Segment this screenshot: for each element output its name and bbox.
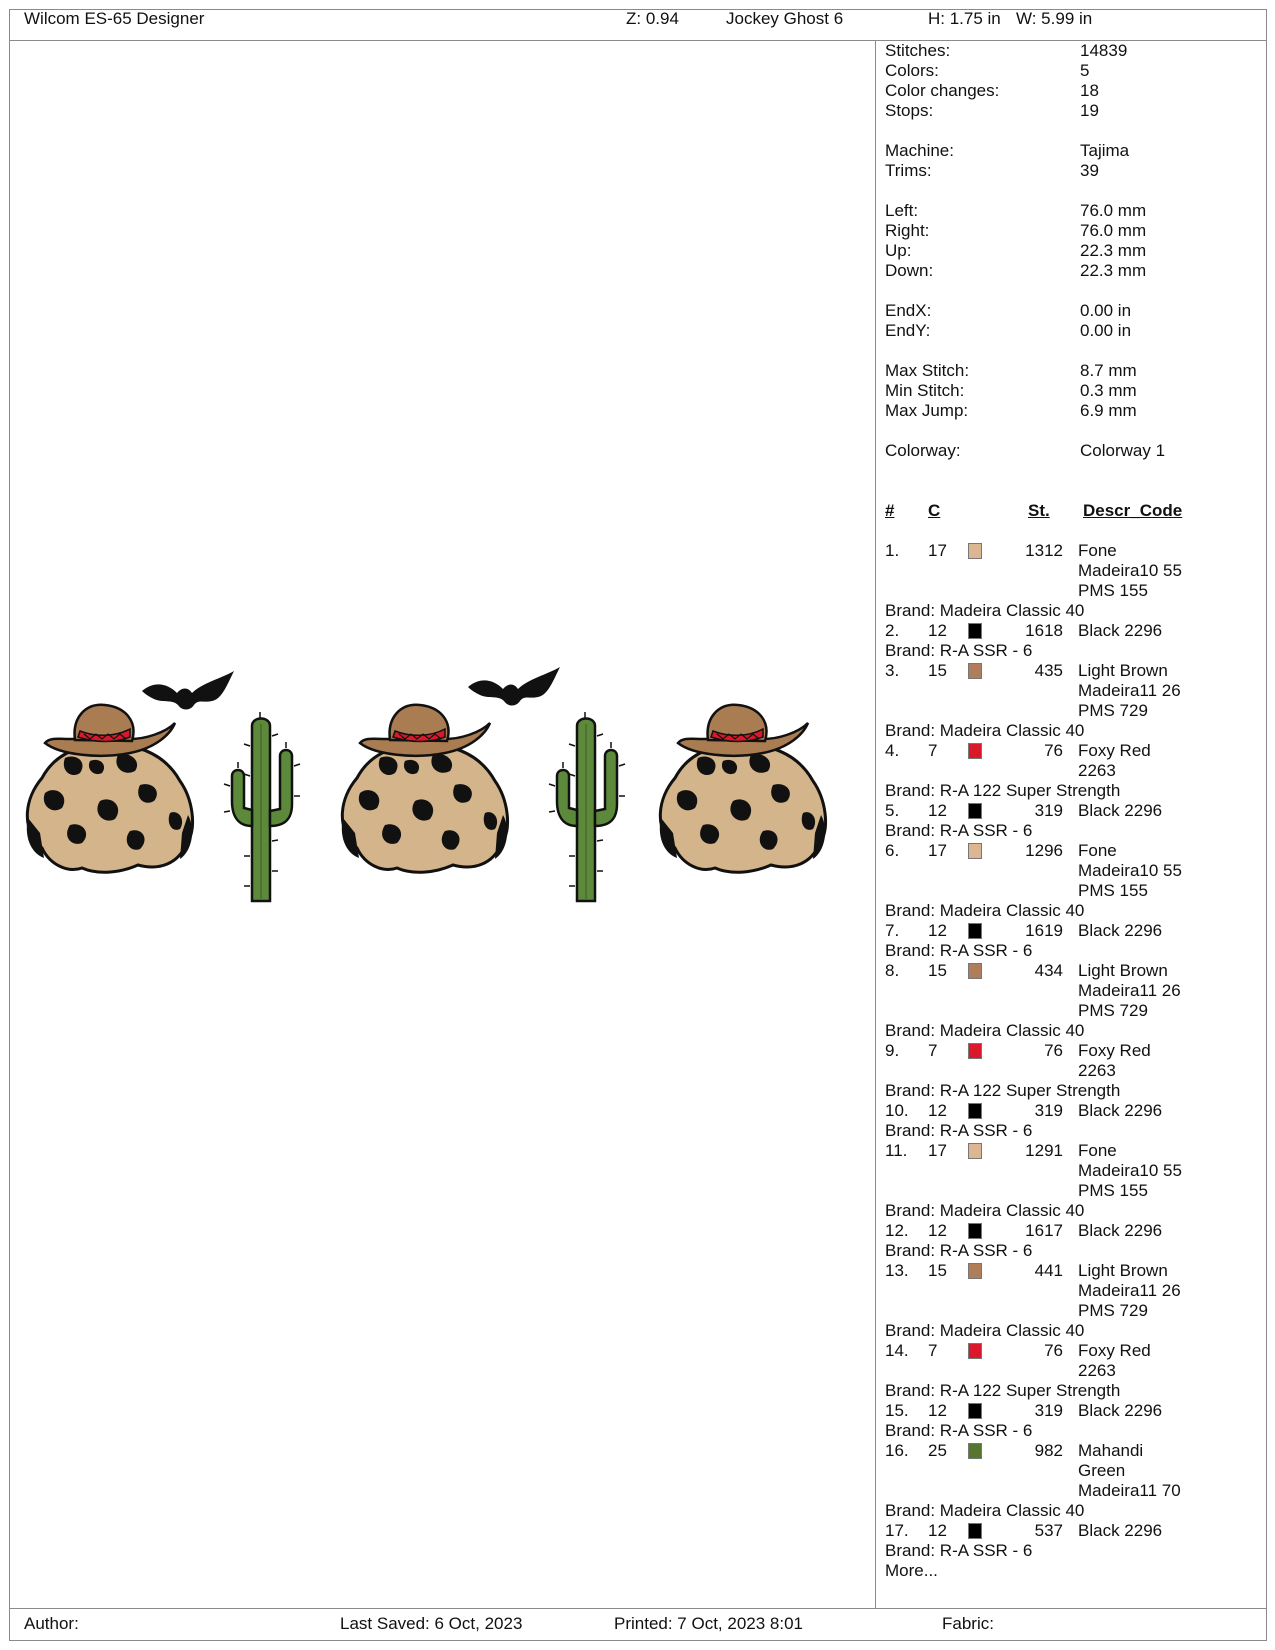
color-row-stitches: 76 bbox=[1044, 1041, 1063, 1060]
bat-motif-2 bbox=[468, 667, 560, 706]
stat-label: Color changes: bbox=[885, 81, 1000, 100]
design-name: Jockey Ghost 6 bbox=[726, 9, 844, 28]
stat-value: 19 bbox=[1080, 101, 1099, 120]
color-row-number: 8. bbox=[885, 961, 900, 980]
footer-last-saved: Last Saved: 6 Oct, 2023 bbox=[340, 1614, 523, 1633]
color-row-brand: Brand: R-A SSR - 6 bbox=[885, 641, 1033, 660]
color-row-description: Black 2296 bbox=[1078, 1521, 1163, 1540]
color-row-number: 10. bbox=[885, 1101, 909, 1120]
color-row-number: 7. bbox=[885, 921, 900, 940]
color-row-brand: Brand: R-A SSR - 6 bbox=[885, 1121, 1033, 1140]
color-swatch bbox=[968, 743, 982, 759]
color-row-brand: Brand: R-A SSR - 6 bbox=[885, 1241, 1033, 1260]
color-row-description: Madeira11 26 bbox=[1078, 981, 1181, 1000]
stat-value: Tajima bbox=[1080, 141, 1130, 160]
stat-value: 14839 bbox=[1080, 41, 1128, 60]
color-row-code: 15 bbox=[928, 961, 947, 980]
design-height: H: 1.75 in bbox=[928, 9, 1001, 28]
design-canvas bbox=[10, 41, 874, 1607]
color-row-number: 15. bbox=[885, 1401, 909, 1420]
stat-label: Stops: bbox=[885, 101, 934, 120]
color-swatch bbox=[968, 843, 982, 859]
col-header-num: # bbox=[885, 501, 895, 520]
color-row-stitches: 434 bbox=[1034, 961, 1063, 980]
color-row-description: Black 2296 bbox=[1078, 1401, 1163, 1420]
color-row-brand: Brand: R-A SSR - 6 bbox=[885, 941, 1033, 960]
color-row-stitches: 435 bbox=[1034, 661, 1063, 680]
color-row-code: 12 bbox=[928, 1521, 947, 1540]
bat-motif-1 bbox=[142, 671, 234, 710]
color-row-code: 12 bbox=[928, 801, 947, 820]
color-row-description: Black 2296 bbox=[1078, 801, 1163, 820]
stat-value: 22.3 mm bbox=[1080, 241, 1147, 260]
color-row-description: Madeira11 26 bbox=[1078, 1281, 1181, 1300]
color-row-number: 9. bbox=[885, 1041, 900, 1060]
stat-label: Stitches: bbox=[885, 41, 951, 60]
color-row-code: 15 bbox=[928, 1261, 947, 1280]
color-row-description: Black 2296 bbox=[1078, 921, 1163, 940]
design-width: W: 5.99 in bbox=[1016, 9, 1093, 28]
stat-label: Min Stitch: bbox=[885, 381, 965, 400]
color-swatch bbox=[968, 803, 982, 819]
color-row-brand: Brand: R-A 122 Super Strength bbox=[885, 781, 1121, 800]
stat-label: Down: bbox=[885, 261, 934, 280]
color-swatch bbox=[968, 1523, 982, 1539]
color-row-code: 17 bbox=[928, 841, 947, 860]
color-row-number: 11. bbox=[885, 1141, 908, 1160]
color-row-code: 12 bbox=[928, 1101, 947, 1120]
ghost-motif-1 bbox=[27, 705, 193, 872]
color-row-code: 25 bbox=[928, 1441, 947, 1460]
color-row-stitches: 441 bbox=[1034, 1261, 1063, 1280]
color-swatch bbox=[968, 1263, 982, 1279]
color-row-code: 12 bbox=[928, 1401, 947, 1420]
stat-value: 22.3 mm bbox=[1080, 261, 1147, 280]
color-swatch bbox=[968, 663, 982, 679]
footer-divider bbox=[9, 1608, 1267, 1609]
color-row-brand: Brand: R-A SSR - 6 bbox=[885, 1421, 1033, 1440]
color-row-number: 12. bbox=[885, 1221, 909, 1240]
stat-value: 8.7 mm bbox=[1080, 361, 1137, 380]
stat-value: 0.00 in bbox=[1080, 301, 1132, 320]
color-swatch bbox=[968, 1443, 982, 1459]
color-row-code: 12 bbox=[928, 621, 947, 640]
cactus-motif-2 bbox=[549, 712, 625, 901]
stat-label: Up: bbox=[885, 241, 912, 260]
color-row-stitches: 1296 bbox=[1025, 841, 1063, 860]
color-row-brand: Brand: Madeira Classic 40 bbox=[885, 901, 1085, 920]
color-row-description: Light Brown bbox=[1078, 1261, 1168, 1280]
stat-value: 0.00 in bbox=[1080, 321, 1132, 340]
app-title: Wilcom ES-65 Designer bbox=[24, 9, 205, 28]
color-row-code: 15 bbox=[928, 661, 947, 680]
stat-value: 6.9 mm bbox=[1080, 401, 1137, 420]
color-row-description: Black 2296 bbox=[1078, 1221, 1163, 1240]
color-row-description: PMS 155 bbox=[1078, 881, 1148, 900]
color-swatch bbox=[968, 963, 982, 979]
stat-value: 5 bbox=[1080, 61, 1090, 80]
color-row-number: 17. bbox=[885, 1521, 909, 1540]
color-swatch bbox=[968, 623, 982, 639]
color-row-description: Fone bbox=[1078, 541, 1117, 560]
stat-value: Colorway 1 bbox=[1080, 441, 1166, 460]
color-row-description: 2263 bbox=[1078, 1361, 1116, 1380]
color-row-brand: Brand: R-A 122 Super Strength bbox=[885, 1081, 1121, 1100]
stat-value: 18 bbox=[1080, 81, 1099, 100]
color-row-description: Fone bbox=[1078, 841, 1117, 860]
color-row-number: 5. bbox=[885, 801, 900, 820]
color-row-stitches: 1291 bbox=[1025, 1141, 1063, 1160]
ghost-motif-2 bbox=[342, 705, 508, 872]
stat-label: EndX: bbox=[885, 301, 932, 320]
cactus-motif-1 bbox=[224, 712, 300, 901]
color-row-code: 17 bbox=[928, 1141, 947, 1160]
color-row-brand: Brand: Madeira Classic 40 bbox=[885, 1201, 1085, 1220]
footer-fabric: Fabric: bbox=[942, 1614, 994, 1633]
color-row-description: Light Brown bbox=[1078, 661, 1168, 680]
footer-author: Author: bbox=[24, 1614, 79, 1633]
color-row-brand: Brand: Madeira Classic 40 bbox=[885, 1321, 1085, 1340]
color-row-description: Foxy Red bbox=[1078, 1341, 1151, 1360]
color-row-stitches: 319 bbox=[1034, 801, 1063, 820]
color-row-number: 6. bbox=[885, 841, 900, 860]
color-row-description: Madeira10 55 bbox=[1078, 861, 1182, 880]
stat-label: Colorway: bbox=[885, 441, 961, 460]
stat-label: Right: bbox=[885, 221, 930, 240]
color-row-description: PMS 729 bbox=[1078, 1301, 1148, 1320]
stat-value: 76.0 mm bbox=[1080, 221, 1147, 240]
color-row-stitches: 319 bbox=[1034, 1101, 1063, 1120]
zoom-level: Z: 0.94 bbox=[626, 9, 679, 28]
color-row-number: 4. bbox=[885, 741, 900, 760]
stat-value: 0.3 mm bbox=[1080, 381, 1137, 400]
color-row-description: Foxy Red bbox=[1078, 741, 1151, 760]
color-row-stitches: 1618 bbox=[1025, 621, 1063, 640]
color-row-number: 14. bbox=[885, 1341, 909, 1360]
color-row-description: 2263 bbox=[1078, 1061, 1116, 1080]
color-row-description: Black 2296 bbox=[1078, 1101, 1163, 1120]
color-row-brand: Brand: R-A 122 Super Strength bbox=[885, 1381, 1121, 1400]
color-row-brand: Brand: Madeira Classic 40 bbox=[885, 1501, 1085, 1520]
color-swatch bbox=[968, 1343, 982, 1359]
color-row-number: 1. bbox=[885, 541, 900, 560]
color-row-number: 2. bbox=[885, 621, 900, 640]
color-row-stitches: 1619 bbox=[1025, 921, 1063, 940]
color-row-stitches: 76 bbox=[1044, 741, 1063, 760]
color-row-brand: Brand: Madeira Classic 40 bbox=[885, 721, 1085, 740]
stat-label: Left: bbox=[885, 201, 919, 220]
color-swatch bbox=[968, 1103, 982, 1119]
color-row-code: 12 bbox=[928, 921, 947, 940]
stat-value: 39 bbox=[1080, 161, 1099, 180]
color-row-description: PMS 729 bbox=[1078, 1001, 1148, 1020]
color-row-description: Fone bbox=[1078, 1141, 1117, 1160]
color-row-number: 3. bbox=[885, 661, 900, 680]
color-swatch bbox=[968, 923, 982, 939]
color-row-description: Black 2296 bbox=[1078, 621, 1163, 640]
stat-label: Trims: bbox=[885, 161, 932, 180]
color-swatch bbox=[968, 1043, 982, 1059]
color-row-brand: Brand: Madeira Classic 40 bbox=[885, 601, 1085, 620]
color-row-description: PMS 155 bbox=[1078, 581, 1148, 600]
color-row-description: PMS 155 bbox=[1078, 1181, 1148, 1200]
color-row-description: Green bbox=[1078, 1461, 1126, 1480]
stat-label: EndY: bbox=[885, 321, 931, 340]
color-swatch bbox=[968, 543, 982, 559]
design-info-panel bbox=[883, 41, 1263, 1607]
color-swatch bbox=[968, 1143, 982, 1159]
color-swatch bbox=[968, 1403, 982, 1419]
color-row-code: 7 bbox=[928, 741, 938, 760]
stat-label: Max Stitch: bbox=[885, 361, 970, 380]
panel-divider bbox=[875, 40, 876, 1608]
color-row-code: 7 bbox=[928, 1041, 938, 1060]
color-row-code: 17 bbox=[928, 541, 947, 560]
color-row-brand: Brand: R-A SSR - 6 bbox=[885, 821, 1033, 840]
color-row-stitches: 982 bbox=[1034, 1441, 1063, 1460]
ghost-motif-3 bbox=[660, 705, 826, 872]
more-link[interactable]: More... bbox=[885, 1561, 938, 1580]
col-header-stitches: St. bbox=[1028, 501, 1050, 520]
color-row-description: Mahandi bbox=[1078, 1441, 1144, 1460]
col-header-code: C bbox=[928, 501, 941, 520]
color-row-code: 12 bbox=[928, 1221, 947, 1240]
color-row-description: Madeira11 70 bbox=[1078, 1481, 1181, 1500]
color-swatch bbox=[968, 1223, 982, 1239]
color-row-stitches: 319 bbox=[1034, 1401, 1063, 1420]
color-row-description: 2263 bbox=[1078, 761, 1116, 780]
color-row-description: Madeira11 26 bbox=[1078, 681, 1181, 700]
color-row-description: Foxy Red bbox=[1078, 1041, 1151, 1060]
color-row-number: 13. bbox=[885, 1261, 909, 1280]
color-row-stitches: 1617 bbox=[1025, 1221, 1063, 1240]
stat-label: Colors: bbox=[885, 61, 939, 80]
stat-label: Max Jump: bbox=[885, 401, 969, 420]
color-row-description: PMS 729 bbox=[1078, 701, 1148, 720]
color-row-stitches: 76 bbox=[1044, 1341, 1063, 1360]
color-row-description: Light Brown bbox=[1078, 961, 1168, 980]
color-row-brand: Brand: R-A SSR - 6 bbox=[885, 1541, 1033, 1560]
color-row-number: 16. bbox=[885, 1441, 909, 1460]
color-row-brand: Brand: Madeira Classic 40 bbox=[885, 1021, 1085, 1040]
color-row-stitches: 1312 bbox=[1025, 541, 1063, 560]
color-row-code: 7 bbox=[928, 1341, 938, 1360]
stat-value: 76.0 mm bbox=[1080, 201, 1147, 220]
color-row-description: Madeira10 55 bbox=[1078, 561, 1182, 580]
col-header-descr: Descr_Code bbox=[1083, 501, 1183, 520]
color-row-description: Madeira10 55 bbox=[1078, 1161, 1182, 1180]
color-row-stitches: 537 bbox=[1034, 1521, 1063, 1540]
footer-printed: Printed: 7 Oct, 2023 8:01 bbox=[614, 1614, 804, 1633]
stat-label: Machine: bbox=[885, 141, 954, 160]
